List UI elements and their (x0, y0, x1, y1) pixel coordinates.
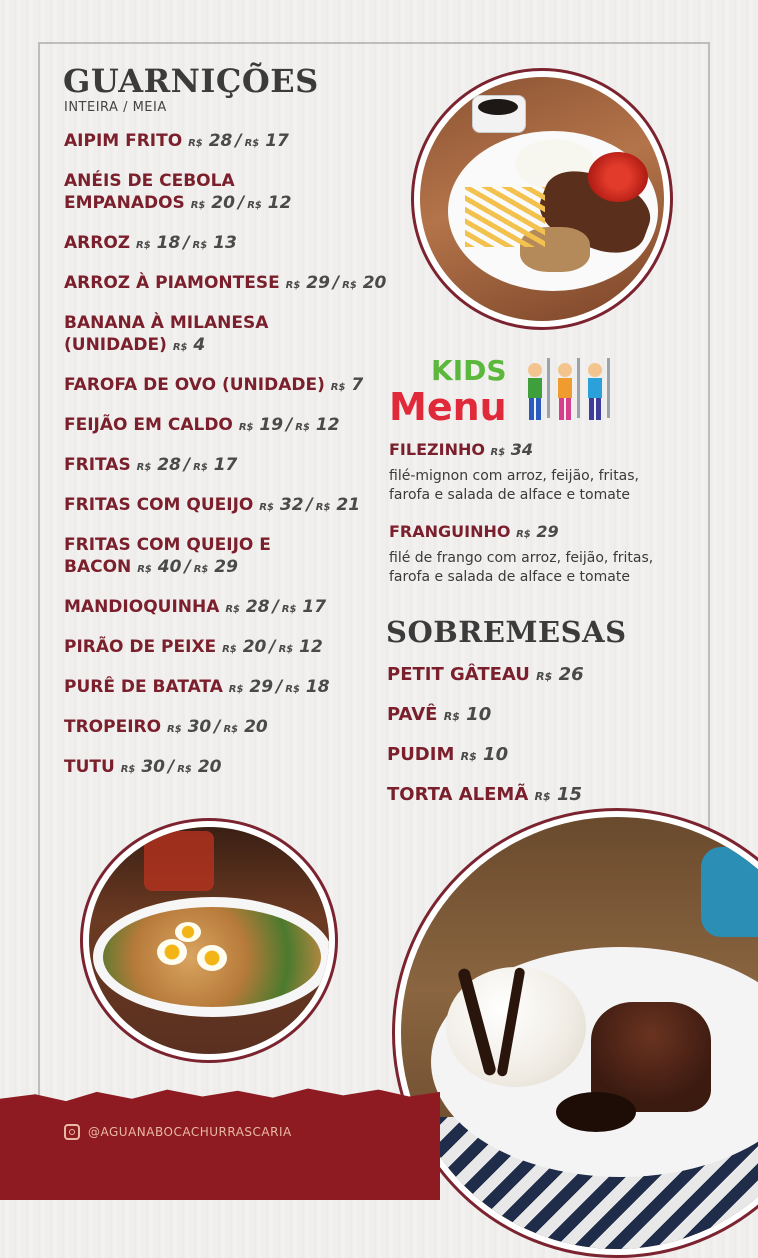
menu-item-price-half: 21 (336, 495, 361, 515)
menu-item-price-full: 28 (208, 131, 233, 151)
dessert-item: PAVÊ R$ 10 (387, 704, 492, 725)
menu-item-price-half: 20 (362, 273, 387, 293)
menu-item: MANDIOQUINHA R$ 28 / R$ 17 (64, 597, 327, 617)
guarnicoes-list (64, 130, 394, 796)
menu-item-price-full: 32 (279, 495, 304, 515)
menu-item-price-half: 17 (213, 455, 238, 475)
menu-item-name: ARROZ À PIAMONTESE (64, 273, 280, 293)
menu-item-price-full: 4 (193, 335, 206, 355)
dessert-item: PUDIM R$ 10 (387, 744, 509, 765)
menu-item-name: ARROZ (64, 233, 131, 253)
menu-item: FRITAS COM QUEIJO E BACON R$ 40 / R$ 29 (64, 535, 271, 577)
kids-logo-bottom: Menu (389, 385, 507, 425)
menu-item-price-full: 20 (211, 193, 235, 213)
instagram-link[interactable] (64, 1124, 292, 1140)
menu-item-price-half: 20 (244, 717, 268, 737)
menu-item: PIRÃO DE PEIXE R$ 20 / R$ 12 (64, 637, 323, 657)
menu-item: FEIJÃO EM CALDO R$ 19 / R$ 12 (64, 415, 340, 435)
menu-item-name: FEIJÃO EM CALDO (64, 415, 233, 435)
menu-item: FRITAS COM QUEIJO R$ 32 / R$ 21 (64, 495, 361, 515)
menu-item-price-half: 18 (305, 677, 330, 697)
menu-item: TUTU R$ 30 / R$ 20 (64, 757, 222, 777)
kids-item-name: FILEZINHO (389, 440, 485, 459)
menu-item-name: MANDIOQUINHA (64, 597, 220, 617)
kids-logo-top: KIDS (431, 354, 507, 387)
menu-item: ARROZ R$ 18 / R$ 13 (64, 233, 237, 253)
menu-item-price-full: 30 (187, 717, 212, 737)
kids-item-filezinho: FILEZINHO R$ 34 filé-mignon com arroz, feijão, fritas, farofa e salada de alface e tomate (389, 440, 640, 503)
sobremesas-title: SOBREMESAS (386, 615, 627, 649)
menu-item: ARROZ À PIAMONTESE R$ 29 / R$ 20 (64, 273, 387, 293)
kids-item-desc: farofa e salada de alface e tomate (389, 569, 630, 585)
kids-item-desc: filé-mignon com arroz, feijão, fritas, (389, 468, 640, 484)
menu-item: FAROFA DE OVO (UNIDADE) R$ 7 (64, 375, 364, 395)
menu-item-price-half: 17 (302, 597, 327, 617)
menu-item-name: PIRÃO DE PEIXE (64, 637, 217, 657)
menu-item-name: FAROFA DE OVO (UNIDADE) (64, 375, 325, 395)
instagram-icon (64, 1124, 80, 1140)
menu-item-price-full: 28 (245, 597, 270, 617)
menu-item-name: FRITAS COM QUEIJO E BACON (64, 535, 271, 577)
kids-characters-icon (528, 358, 610, 420)
dessert-item: TORTA ALEMÃ R$ 15 (387, 784, 582, 805)
menu-item: TROPEIRO R$ 30 / R$ 20 (64, 717, 268, 737)
menu-item-price-half: 12 (299, 637, 323, 657)
menu-item-name: AIPIM FRITO (64, 131, 183, 151)
kids-item-price: 34 (510, 440, 534, 459)
kids-item-name: FRANGUINHO (389, 522, 511, 541)
footer-band (0, 1085, 440, 1200)
menu-item: PURÊ DE BATATA R$ 29 / R$ 18 (64, 677, 330, 697)
menu-item-price-full: 40 (157, 557, 182, 577)
menu-item: BANANA À MILANESA (UNIDADE) R$ 4 (64, 313, 269, 355)
steak-plate-photo (411, 68, 673, 330)
menu-item-price-full: 29 (249, 677, 274, 697)
kids-item-price: 29 (536, 522, 559, 541)
kids-menu-logo (389, 350, 619, 425)
menu-item-price-full: 30 (141, 757, 165, 777)
menu-item-price-full: 19 (259, 415, 284, 435)
side-dish-photo (80, 818, 338, 1063)
menu-item-price-half: 13 (213, 233, 237, 253)
menu-item-name: FRITAS (64, 455, 131, 475)
menu-item: ANÉIS DE CEBOLA EMPANADOS R$ 20 / R$ 12 (64, 171, 292, 213)
kids-item-franguinho: FRANGUINHO R$ 29 filé de frango com arroz, feijão, fritas, farofa e salada de alface e tomate (389, 522, 654, 585)
menu-item-name: ANÉIS DE CEBOLA EMPANADOS (64, 171, 235, 213)
kids-item-desc: farofa e salada de alface e tomate (389, 487, 630, 503)
menu-item-price-half: 12 (267, 193, 292, 213)
menu-item-name: FRITAS COM QUEIJO (64, 495, 254, 515)
menu-item-price-half: 20 (197, 757, 222, 777)
guarnicoes-subtitle: INTEIRA / MEIA (64, 100, 167, 115)
instagram-handle: @AGUANABOCACHURRASCARIA (88, 1125, 292, 1139)
menu-item-price-half: 17 (265, 131, 289, 151)
menu-item-name: TROPEIRO (64, 717, 162, 737)
menu-item-price-full: 28 (157, 455, 181, 475)
menu-item: AIPIM FRITO R$ 28 / R$ 17 (64, 131, 289, 151)
menu-item-price-full: 7 (351, 375, 364, 395)
dessert-item: PETIT GÂTEAU R$ 26 (387, 664, 584, 685)
menu-item-price-full: 20 (242, 637, 267, 657)
kids-item-desc: filé de frango com arroz, feijão, fritas, (389, 550, 654, 566)
menu-item-name: PURÊ DE BATATA (64, 677, 223, 697)
menu-item: FRITAS R$ 28 / R$ 17 (64, 455, 238, 475)
menu-item-price-full: 18 (156, 233, 181, 253)
menu-item-price-half: 12 (315, 415, 340, 435)
menu-item-name: BANANA À MILANESA (UNIDADE) (64, 313, 269, 355)
menu-item-price-half: 29 (214, 557, 238, 577)
guarnicoes-title: GUARNIÇÕES (63, 62, 319, 100)
menu-item-price-full: 29 (306, 273, 330, 293)
menu-item-name: TUTU (64, 757, 115, 777)
